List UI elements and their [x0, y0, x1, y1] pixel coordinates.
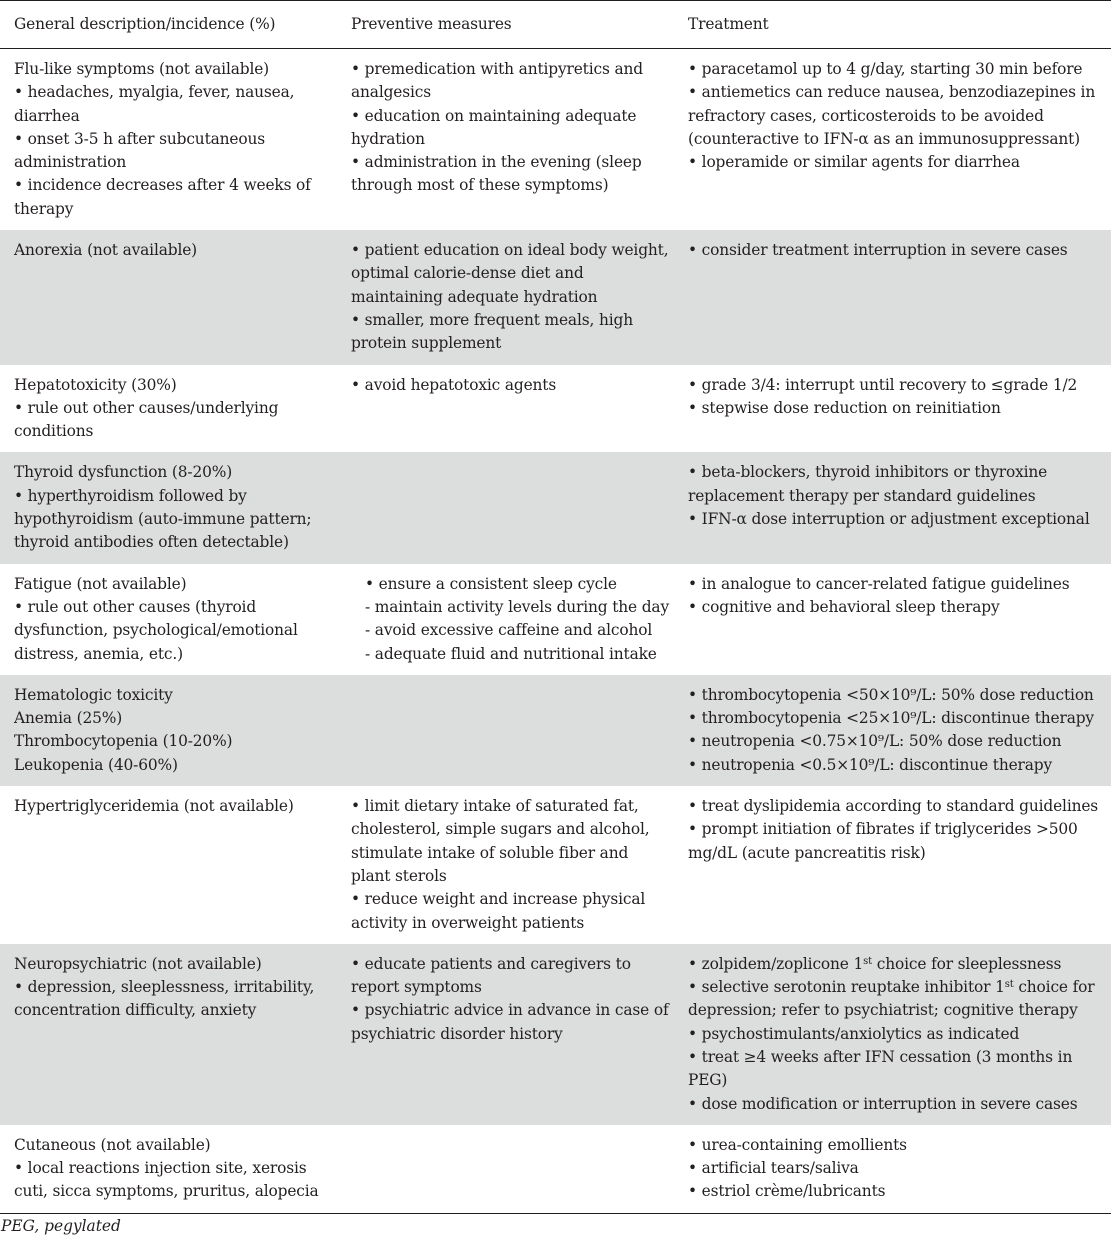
description-line: • depression, sleeplessness, irritability, concentration difficulty, anxiety: [14, 978, 315, 1020]
cell-treatment: [674, 786, 1111, 944]
cell-treatment: [674, 564, 1111, 675]
description-line: Thyroid dysfunction (8-20%): [14, 463, 233, 482]
table-header-row: [0, 1, 1111, 49]
treatment-line: • beta-blockers, thyroid inhibitors or thyroxine replacement therapy per standard guidelines: [688, 463, 1048, 505]
cell-preventive: [337, 786, 674, 944]
treatment-line: • in analogue to cancer-related fatigue guidelines: [688, 574, 1070, 593]
preventive-line: • reduce weight and increase physical activity in overweight patients: [351, 890, 646, 932]
cell-treatment: [674, 230, 1111, 364]
cell-treatment: [674, 675, 1111, 786]
preventive-line: • premedication with antipyretics and analgesics: [351, 60, 643, 102]
treatment-line: • treat ≥4 weeks after IFN cessation (3 months in PEG): [688, 1047, 1073, 1090]
description-line: • rule out other causes (thyroid dysfunction, psychological/emotional distress, anemia, etc.): [14, 597, 298, 663]
description-line: • headaches, myalgia, fever, nausea, diarrhea: [14, 83, 295, 125]
treatment-line: • cognitive and behavioral sleep therapy: [688, 597, 1000, 616]
table-body: [0, 49, 1111, 1214]
description-line: Hypertriglyceridemia (not available): [14, 797, 294, 816]
description-line: Anorexia (not available): [14, 241, 198, 260]
description-line: Cutaneous (not available): [14, 1135, 211, 1154]
cell-preventive: [337, 944, 674, 1125]
table-row: [0, 49, 1111, 231]
table-row: [0, 365, 1111, 453]
treatment-line: • selective serotonin reuptake inhibitor 1st choice for depression; refer to psychiatrist; cognitive therapy: [688, 978, 1095, 1020]
description-line: • local reactions injection site, xerosis cuti, sicca symptoms, pruritus, alopecia: [14, 1159, 319, 1201]
treatment-line: • IFN-α dose interruption or adjustment exceptional: [688, 510, 1090, 529]
treatment-line: • neutropenia <0.75×10⁹/L: 50% dose reduction: [688, 732, 1062, 751]
cell-description: [0, 944, 337, 1125]
description-line: Fatigue (not available): [14, 574, 187, 593]
cell-preventive: [337, 675, 674, 786]
preventive-line: • limit dietary intake of saturated fat, cholesterol, simple sugars and alcohol, stimulate intake of soluble fiber and plant sterols: [351, 797, 650, 885]
description-line: • onset 3-5 h after subcutaneous administration: [14, 129, 265, 172]
cell-description: [0, 675, 337, 786]
cell-description: [0, 786, 337, 944]
cell-preventive: [337, 1125, 674, 1213]
cell-preventive: [337, 452, 674, 563]
treatment-line: • thrombocytopenia <50×10⁹/L: 50% dose reduction: [688, 685, 1094, 704]
cell-description: [0, 365, 337, 453]
treatment-line: • thrombocytopenia <25×10⁹/L: discontinue therapy: [688, 709, 1094, 728]
treatment-line: • artificial tears/saliva: [688, 1159, 859, 1178]
description-line: Thrombocytopenia (10-20%): [14, 732, 233, 751]
preventive-line: • smaller, more frequent meals, high protein supplement: [351, 310, 633, 353]
cell-treatment: [674, 944, 1111, 1125]
preventive-line: - avoid excessive caffeine and alcohol: [365, 621, 653, 640]
table-row: [0, 786, 1111, 944]
description-line: • rule out other causes/underlying conditions: [14, 398, 279, 441]
preventive-line: - adequate fluid and nutritional intake: [365, 644, 657, 663]
description-line: Hepatotoxicity (30%): [14, 375, 177, 394]
preventive-line: • avoid hepatotoxic agents: [351, 375, 557, 394]
table-row: [0, 675, 1111, 786]
description-line: Neuropsychiatric (not available): [14, 954, 262, 973]
table-row: [0, 230, 1111, 364]
cell-description: [0, 564, 337, 675]
column-header-description: General description/incidence (%): [0, 1, 337, 49]
treatment-line: • antiemetics can reduce nausea, benzodiazepines in refractory cases, corticosteroids to be avoided (counteractive to IFN-α as an immunosuppressant): [688, 83, 1096, 148]
treatment-line: • estriol crème/lubricants: [688, 1182, 886, 1201]
preventive-line: • psychiatric advice in advance in case of psychiatric disorder history: [351, 1001, 669, 1043]
cell-treatment: [674, 1125, 1111, 1213]
preventive-line: • administration in the evening (sleep through most of these symptoms): [351, 153, 642, 195]
treatment-line: • grade 3/4: interrupt until recovery to ≤grade 1/2: [688, 375, 1078, 394]
treatment-line: • paracetamol up to 4 g/day, starting 30 min before: [688, 60, 1083, 78]
table-row: [0, 1125, 1111, 1213]
preventive-line: • education on maintaining adequate hydration: [351, 106, 637, 148]
cell-treatment: [674, 365, 1111, 453]
cell-preventive: [337, 230, 674, 364]
cell-description: [0, 452, 337, 563]
treatment-line: • treat dyslipidemia according to standard guidelines: [688, 797, 1099, 816]
column-header-treatment: Treatment: [674, 1, 1111, 49]
cell-preventive: [337, 564, 674, 675]
column-header-preventive: Preventive measures: [337, 1, 674, 49]
treatment-line: • zolpidem/zoplicone 1st choice for sleeplessness: [688, 954, 1062, 973]
cell-description: [0, 1125, 337, 1213]
treatment-line: • consider treatment interruption in severe cases: [688, 241, 1068, 260]
cell-description: [0, 230, 337, 364]
treatment-line: • stepwise dose reduction on reinitiation: [688, 398, 1001, 417]
description-line: Anemia (25%): [14, 709, 123, 728]
description-line: Leukopenia (40-60%): [14, 755, 178, 774]
treatment-line: • prompt initiation of fibrates if triglycerides >500 mg/dL (acute pancreatitis risk): [688, 820, 1078, 862]
description-line: Hematologic toxicity: [14, 685, 173, 704]
treatment-line: • dose modification or interruption in severe cases: [688, 1094, 1078, 1113]
table-row: [0, 564, 1111, 675]
cell-preventive: [337, 365, 674, 453]
table-row: [0, 452, 1111, 563]
treatment-line: • urea-containing emollients: [688, 1135, 907, 1154]
table-footnote: PEG, pegylated: [1, 1216, 121, 1235]
description-line: Flu-like symptoms (not available): [14, 60, 270, 78]
cell-treatment: [674, 452, 1111, 563]
treatment-line: • psychostimulants/anxiolytics as indicated: [688, 1024, 1020, 1043]
treatment-line: • neutropenia <0.5×10⁹/L: discontinue therapy: [688, 755, 1053, 774]
treatment-line: • loperamide or similar agents for diarrhea: [688, 153, 1020, 172]
preventive-line: • patient education on ideal body weight, optimal calorie-dense diet and maintaining adequate hydration: [351, 241, 669, 306]
table-row: [0, 944, 1111, 1125]
preventive-line: - maintain activity levels during the day: [365, 597, 669, 616]
description-line: • hyperthyroidism followed by hypothyroidism (auto-immune pattern; thyroid antibodies often detectable): [14, 486, 312, 552]
preventive-line: • ensure a consistent sleep cycle: [365, 574, 617, 593]
cell-description: [0, 49, 337, 231]
preventive-line: • educate patients and caregivers to report symptoms: [351, 954, 631, 997]
cell-treatment: [674, 49, 1111, 231]
cell-preventive: [337, 49, 674, 231]
description-line: • incidence decreases after 4 weeks of therapy: [14, 176, 311, 218]
